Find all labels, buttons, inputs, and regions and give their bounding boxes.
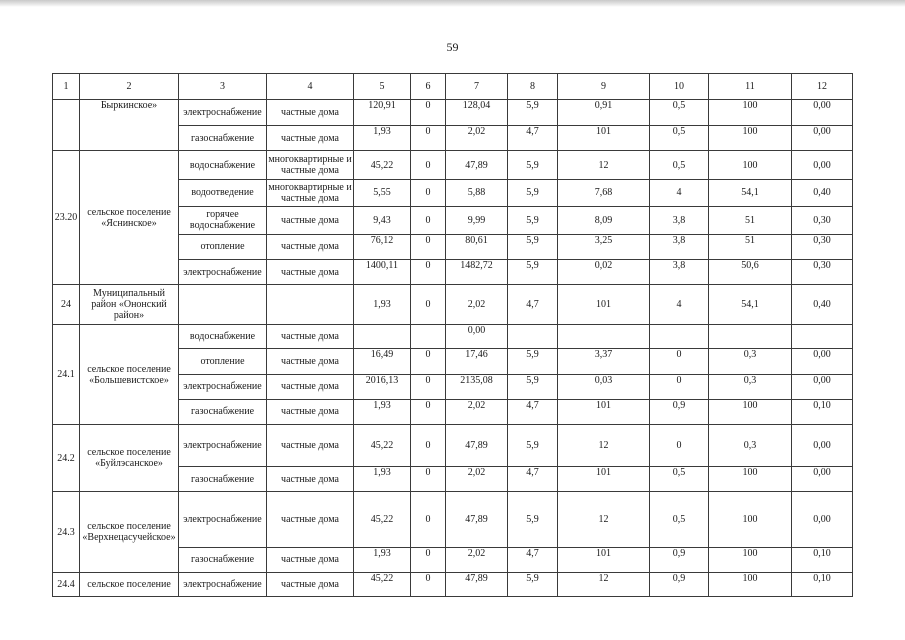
header-cell: 6: [411, 74, 446, 100]
service-cell: электроснабжение: [179, 492, 267, 547]
header-cell: 12: [792, 74, 853, 100]
housing-type-cell: частные дома: [267, 126, 354, 151]
value-cell: 0: [411, 126, 446, 151]
header-cell: 11: [709, 74, 792, 100]
header-cell: 5: [354, 74, 411, 100]
value-cell: 1,93: [354, 285, 411, 325]
value-cell: 2,02: [446, 547, 508, 572]
value-cell: 47,89: [446, 572, 508, 596]
value-cell: [411, 325, 446, 348]
value-cell: 5,9: [508, 572, 558, 596]
value-cell: 1482,72: [446, 260, 508, 285]
value-cell: 0,02: [558, 260, 650, 285]
value-cell: 2135,08: [446, 374, 508, 399]
header-cell: 10: [650, 74, 709, 100]
value-cell: 9,99: [446, 206, 508, 234]
row-number-cell: 24: [53, 285, 80, 325]
value-cell: 0,00: [792, 126, 853, 151]
service-cell: водоснабжение: [179, 151, 267, 179]
value-cell: 54,1: [709, 285, 792, 325]
value-cell: 2016,13: [354, 374, 411, 399]
value-cell: 47,89: [446, 151, 508, 179]
value-cell: 1,93: [354, 399, 411, 424]
value-cell: 0,30: [792, 206, 853, 234]
value-cell: 5,88: [446, 179, 508, 206]
value-cell: [650, 325, 709, 348]
table-row: [53, 325, 853, 348]
housing-type-cell: частные дома: [267, 399, 354, 424]
value-cell: 8,09: [558, 206, 650, 234]
housing-type-cell: многоквартирные и частные дома: [267, 151, 354, 179]
housing-type-cell: частные дома: [267, 547, 354, 572]
settlement-cell: сельское поселение: [80, 572, 179, 596]
table-row: [53, 424, 853, 466]
value-cell: 2,02: [446, 467, 508, 492]
value-cell: 0,5: [650, 492, 709, 547]
value-cell: 0,00: [792, 151, 853, 179]
value-cell: 0: [411, 492, 446, 547]
value-cell: 5,9: [508, 206, 558, 234]
value-cell: 80,61: [446, 234, 508, 259]
value-cell: 0: [411, 151, 446, 179]
value-cell: 0,91: [558, 100, 650, 126]
value-cell: 5,9: [508, 424, 558, 466]
housing-type-cell: многоквартирные и частные дома: [267, 179, 354, 206]
value-cell: 4,7: [508, 126, 558, 151]
value-cell: 45,22: [354, 424, 411, 466]
value-cell: 4,7: [508, 547, 558, 572]
value-cell: 0: [411, 206, 446, 234]
value-cell: 5,9: [508, 492, 558, 547]
value-cell: 0,3: [709, 374, 792, 399]
value-cell: 0: [411, 572, 446, 596]
housing-type-cell: частные дома: [267, 424, 354, 466]
housing-type-cell: частные дома: [267, 325, 354, 348]
service-cell: электроснабжение: [179, 100, 267, 126]
value-cell: 100: [709, 572, 792, 596]
value-cell: 0,03: [558, 374, 650, 399]
housing-type-cell: частные дома: [267, 467, 354, 492]
service-cell: электроснабжение: [179, 424, 267, 466]
housing-type-cell: частные дома: [267, 492, 354, 547]
value-cell: 9,43: [354, 206, 411, 234]
header-cell: 3: [179, 74, 267, 100]
value-cell: 51: [709, 206, 792, 234]
value-cell: 100: [709, 492, 792, 547]
value-cell: 54,1: [709, 179, 792, 206]
service-cell: водоотведение: [179, 179, 267, 206]
value-cell: 0: [650, 348, 709, 374]
value-cell: 0: [411, 285, 446, 325]
value-cell: 100: [709, 100, 792, 126]
value-cell: 0,5: [650, 151, 709, 179]
service-cell: электроснабжение: [179, 572, 267, 596]
value-cell: 5,9: [508, 179, 558, 206]
value-cell: 0,9: [650, 399, 709, 424]
header-cell: 8: [508, 74, 558, 100]
value-cell: 0,00: [792, 492, 853, 547]
value-cell: 120,91: [354, 100, 411, 126]
housing-type-cell: [267, 285, 354, 325]
value-cell: 5,9: [508, 100, 558, 126]
value-cell: 0,00: [792, 348, 853, 374]
value-cell: 0,5: [650, 126, 709, 151]
service-cell: газоснабжение: [179, 399, 267, 424]
value-cell: [508, 325, 558, 348]
value-cell: 12: [558, 151, 650, 179]
value-cell: 12: [558, 572, 650, 596]
header-cell: 1: [53, 74, 80, 100]
value-cell: 12: [558, 492, 650, 547]
value-cell: 4,7: [508, 285, 558, 325]
value-cell: 5,55: [354, 179, 411, 206]
value-cell: 5,9: [508, 374, 558, 399]
service-cell: отопление: [179, 348, 267, 374]
value-cell: 0: [411, 467, 446, 492]
value-cell: 100: [709, 547, 792, 572]
value-cell: 0,5: [650, 467, 709, 492]
value-cell: 50,6: [709, 260, 792, 285]
housing-type-cell: частные дома: [267, 206, 354, 234]
value-cell: 0,00: [792, 374, 853, 399]
row-number-cell: 23.20: [53, 151, 80, 285]
table-row: [53, 572, 853, 596]
value-cell: 45,22: [354, 492, 411, 547]
value-cell: 5,9: [508, 260, 558, 285]
service-cell: газоснабжение: [179, 126, 267, 151]
value-cell: 0,00: [446, 325, 508, 348]
value-cell: 5,9: [508, 348, 558, 374]
value-cell: 0: [411, 234, 446, 259]
value-cell: 3,25: [558, 234, 650, 259]
service-cell: [179, 285, 267, 325]
value-cell: 3,8: [650, 234, 709, 259]
value-cell: 0,3: [709, 424, 792, 466]
table-row: [53, 492, 853, 547]
row-number-cell: 24.3: [53, 492, 80, 572]
settlement-cell: Муниципальный район «Ононский район»: [80, 285, 179, 325]
value-cell: 101: [558, 399, 650, 424]
value-cell: 0,10: [792, 399, 853, 424]
value-cell: 45,22: [354, 572, 411, 596]
value-cell: 0: [411, 100, 446, 126]
value-cell: 0,5: [650, 100, 709, 126]
value-cell: 0: [411, 547, 446, 572]
value-cell: 0: [411, 260, 446, 285]
value-cell: 3,8: [650, 206, 709, 234]
value-cell: 0: [650, 374, 709, 399]
value-cell: 47,89: [446, 492, 508, 547]
header-cell: 4: [267, 74, 354, 100]
value-cell: 47,89: [446, 424, 508, 466]
value-cell: 17,46: [446, 348, 508, 374]
tariff-table: [52, 73, 853, 597]
value-cell: 0,00: [792, 467, 853, 492]
value-cell: 1,93: [354, 126, 411, 151]
value-cell: 3,37: [558, 348, 650, 374]
row-number-cell: 24.4: [53, 572, 80, 596]
value-cell: 0: [411, 179, 446, 206]
service-cell: электроснабжение: [179, 260, 267, 285]
value-cell: 1,93: [354, 547, 411, 572]
value-cell: 45,22: [354, 151, 411, 179]
housing-type-cell: частные дома: [267, 348, 354, 374]
value-cell: 2,02: [446, 285, 508, 325]
value-cell: 7,68: [558, 179, 650, 206]
value-cell: 1400,11: [354, 260, 411, 285]
value-cell: 0,9: [650, 572, 709, 596]
value-cell: 0,9: [650, 547, 709, 572]
settlement-cell: сельское поселение «Верхнецасучейское»: [80, 492, 179, 572]
value-cell: 4,7: [508, 399, 558, 424]
value-cell: 101: [558, 467, 650, 492]
value-cell: 101: [558, 126, 650, 151]
value-cell: 100: [709, 467, 792, 492]
value-cell: [354, 325, 411, 348]
value-cell: 2,02: [446, 126, 508, 151]
value-cell: 0: [411, 399, 446, 424]
value-cell: 3,8: [650, 260, 709, 285]
value-cell: 100: [709, 151, 792, 179]
settlement-cell: сельское поселение «Яснинское»: [80, 151, 179, 285]
value-cell: 0,00: [792, 424, 853, 466]
value-cell: 0,30: [792, 260, 853, 285]
value-cell: 16,49: [354, 348, 411, 374]
value-cell: 5,9: [508, 234, 558, 259]
row-number-cell: 24.1: [53, 325, 80, 425]
row-number-cell: 24.2: [53, 424, 80, 491]
value-cell: 0: [650, 424, 709, 466]
scan-edge-shadow: [0, 0, 905, 7]
value-cell: 2,02: [446, 399, 508, 424]
housing-type-cell: частные дома: [267, 374, 354, 399]
housing-type-cell: частные дома: [267, 260, 354, 285]
housing-type-cell: частные дома: [267, 572, 354, 596]
settlement-cell: сельское поселение «Буйлэсанское»: [80, 424, 179, 491]
service-cell: газоснабжение: [179, 467, 267, 492]
header-cell: 2: [80, 74, 179, 100]
value-cell: 0,3: [709, 348, 792, 374]
service-cell: водоснабжение: [179, 325, 267, 348]
value-cell: 0: [411, 424, 446, 466]
value-cell: 0,10: [792, 547, 853, 572]
settlement-cell: Быркинское»: [80, 100, 179, 151]
header-cell: 9: [558, 74, 650, 100]
value-cell: 0,40: [792, 179, 853, 206]
value-cell: 128,04: [446, 100, 508, 126]
housing-type-cell: частные дома: [267, 234, 354, 259]
value-cell: 0,00: [792, 100, 853, 126]
value-cell: [558, 325, 650, 348]
value-cell: 4: [650, 179, 709, 206]
value-cell: 101: [558, 547, 650, 572]
value-cell: 0: [411, 348, 446, 374]
service-cell: газоснабжение: [179, 547, 267, 572]
row-number-cell: [53, 100, 80, 151]
value-cell: 51: [709, 234, 792, 259]
value-cell: 100: [709, 126, 792, 151]
service-cell: отопление: [179, 234, 267, 259]
table-row: [53, 151, 853, 179]
settlement-cell: сельское поселение «Большевистское»: [80, 325, 179, 425]
value-cell: 0,40: [792, 285, 853, 325]
value-cell: 12: [558, 424, 650, 466]
header-row: [53, 74, 853, 100]
value-cell: 0,10: [792, 572, 853, 596]
value-cell: 1,93: [354, 467, 411, 492]
housing-type-cell: частные дома: [267, 100, 354, 126]
service-cell: электроснабжение: [179, 374, 267, 399]
service-cell: горячее водоснабжение: [179, 206, 267, 234]
value-cell: 101: [558, 285, 650, 325]
table-row: [53, 285, 853, 325]
value-cell: 76,12: [354, 234, 411, 259]
value-cell: 0,30: [792, 234, 853, 259]
table-row: [53, 100, 853, 126]
header-cell: 7: [446, 74, 508, 100]
value-cell: 4,7: [508, 467, 558, 492]
value-cell: 5,9: [508, 151, 558, 179]
value-cell: 0: [411, 374, 446, 399]
value-cell: [709, 325, 792, 348]
page-number: 59: [446, 40, 459, 54]
value-cell: [792, 325, 853, 348]
value-cell: 4: [650, 285, 709, 325]
value-cell: 100: [709, 399, 792, 424]
